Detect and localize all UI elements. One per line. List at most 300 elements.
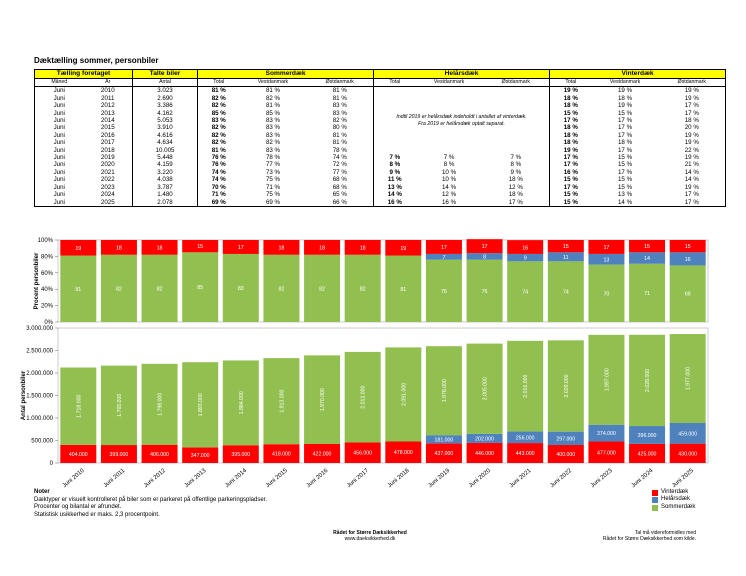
note-line: Procenter og bilantal er afrundet.: [34, 504, 122, 511]
table-cell: 82 %: [198, 132, 240, 139]
data-label: 2.028.000: [645, 368, 652, 392]
table-cell: 83 %: [265, 131, 281, 139]
table-cell: 14 %: [659, 169, 726, 176]
footer-credit-2: Rådet for Større Dæksikkerhed som kilde.: [602, 536, 696, 543]
table-cell: 83 %: [265, 146, 281, 154]
data-label: 85: [197, 285, 204, 292]
table-cell: 14 %: [592, 199, 659, 207]
table-cell: Juni: [35, 95, 84, 102]
table-cell: 17 %: [483, 199, 550, 207]
table-cell: 18 %: [550, 132, 592, 139]
legend-item-sommerdaek: [652, 504, 695, 511]
table-cell: 7 %: [443, 154, 455, 162]
table-cell: 19 %: [617, 102, 633, 110]
table-cell: 2.690: [133, 95, 198, 102]
table-cell: Juni: [35, 161, 84, 168]
data-label: 2.091.000: [401, 382, 408, 406]
data-label: 76: [481, 288, 488, 295]
table-cell: 4.038: [133, 176, 198, 183]
column-header: Total: [550, 79, 592, 87]
y-tick-label: 500.000: [31, 438, 53, 445]
table-cell: 22 %: [659, 147, 726, 154]
data-label: 430.000: [678, 451, 698, 458]
data-label: 15: [197, 244, 204, 251]
table-cell: 77 %: [265, 161, 281, 169]
table-cell: Juni: [35, 176, 84, 183]
x-tick-label: Juni 2023: [589, 467, 614, 490]
table-cell: 2010: [84, 87, 133, 95]
data-label: 425.000: [637, 451, 657, 458]
table-cell: 17 %: [659, 102, 726, 109]
table-cell: 2013: [84, 110, 133, 117]
notes: [34, 489, 267, 519]
page-title: Dæktælling sommer, personbiler: [34, 56, 159, 65]
table-cell: 2020: [84, 161, 133, 168]
footer-url[interactable]: www.daeksikkerhed.dk: [344, 536, 396, 543]
table-cell: 15 %: [550, 199, 592, 207]
data-label: 297.000: [556, 436, 576, 443]
table-cell: 20 %: [659, 124, 726, 131]
table-cell: 1.480: [133, 191, 198, 198]
table-cell: 15 %: [617, 183, 633, 191]
data-label: 82: [156, 286, 163, 293]
group-header: Sommerdæk: [198, 70, 374, 79]
x-tick-label: Juni 2025: [671, 467, 695, 490]
table-cell: Juni: [35, 199, 84, 207]
data-label: 82: [278, 286, 285, 293]
data-label: 81: [400, 286, 407, 293]
x-tick-label: Juni 2015: [264, 467, 289, 490]
table-cell: 74 %: [198, 176, 240, 183]
table-cell: 17 %: [550, 184, 592, 191]
table-cell: 18 %: [550, 102, 592, 109]
table-cell: 2025: [84, 199, 133, 207]
table-cell: 15 %: [617, 176, 633, 184]
table-cell: 15 %: [550, 176, 592, 183]
y-tick-label: 60%: [40, 270, 53, 277]
column-header: Måned: [35, 79, 84, 87]
table-cell: 83 %: [265, 117, 281, 125]
table-cell: Juni: [35, 169, 84, 176]
footer-right: [560, 530, 696, 542]
table-cell: 5.448: [133, 154, 198, 161]
group-header: Talte biler: [133, 70, 198, 79]
data-label: 18: [115, 245, 122, 252]
table-cell: 18 %: [550, 124, 592, 131]
data-label: 396.000: [637, 432, 657, 439]
table-cell: 3.023: [133, 87, 198, 95]
data-label: 1.997.000: [604, 368, 611, 392]
data-label: 374.000: [597, 431, 616, 438]
table-cell: 17 %: [617, 168, 633, 176]
table-cell: 17 %: [617, 117, 633, 125]
table-cell: 82 %: [198, 102, 240, 109]
table-cell: 21 %: [659, 161, 726, 168]
legend-swatch: [652, 490, 658, 496]
data-label: 2.029.000: [563, 374, 570, 398]
column-header: Total: [198, 79, 240, 87]
table-cell: 17 %: [550, 154, 592, 161]
table-cell: 81 %: [307, 132, 374, 139]
table-cell: 83 %: [265, 124, 281, 132]
data-label: 395.000: [231, 452, 251, 459]
table-cell: 17 %: [617, 124, 633, 132]
y-axis-label: Antal personbiler: [21, 370, 27, 421]
data-label: 69: [684, 291, 691, 298]
x-tick-label: Juni 2024: [630, 467, 655, 490]
group-header: Helårsdæk: [374, 70, 550, 79]
x-tick-label: Juni 2014: [224, 467, 249, 490]
table-cell: 74 %: [198, 169, 240, 176]
data-label: 15: [644, 244, 651, 251]
table-cell: 2024: [84, 191, 133, 198]
data-label: 18: [278, 245, 285, 252]
table-cell: 14 %: [659, 176, 726, 183]
table-cell: 15 %: [617, 109, 633, 117]
y-axis-label: Procent personbiler: [34, 252, 40, 310]
data-label: 406.000: [150, 451, 169, 458]
table-cell: Juni: [35, 124, 84, 131]
data-label: 437.000: [434, 451, 454, 458]
data-label: 74: [562, 289, 569, 296]
data-label: 15: [562, 244, 569, 251]
table-cell: Juni: [35, 102, 84, 109]
table-cell: 2016: [84, 132, 133, 139]
table-cell: 66 %: [307, 199, 374, 207]
data-label: 202.000: [475, 436, 494, 443]
table-cell: 81 %: [307, 95, 374, 102]
y-tick-label: 100%: [37, 238, 53, 244]
x-tick-label: Juni 2011: [102, 467, 127, 489]
y-tick-label: 0%: [44, 320, 53, 326]
data-label: 7: [442, 254, 446, 261]
data-label: 2.013.000: [360, 385, 367, 409]
table-cell: 19 %: [659, 95, 726, 102]
helaarsdaek-note-line: Indtil 2019 er helårsdæk indeholdt i antallet af vinterdæk.: [396, 113, 527, 120]
table-cell: 2011: [84, 95, 133, 102]
data-label: 18: [359, 245, 366, 252]
chart-legend: [652, 489, 695, 511]
table-cell: 71 %: [198, 191, 240, 198]
table-cell: 7 %: [374, 154, 416, 161]
table-cell: 78 %: [265, 154, 281, 162]
column-header: Vestdanmark: [240, 79, 307, 87]
data-label: 1.977.000: [685, 366, 692, 391]
table-cell: 68 %: [307, 184, 374, 191]
column-header: Total: [374, 79, 416, 87]
table-cell: 13 %: [617, 191, 633, 199]
column-header: Østdanmark: [483, 79, 550, 87]
table-cell: 12 %: [441, 191, 457, 199]
data-label: 1.798.000: [157, 392, 164, 416]
table-cell: Juni: [35, 154, 84, 161]
table-cell: 2.078: [133, 199, 198, 207]
table-cell: 18 %: [617, 139, 633, 147]
x-tick-label: Juni 2010: [61, 467, 86, 490]
group-header: Vinterdæk: [550, 70, 726, 79]
data-label: 19: [400, 245, 407, 252]
data-label: 1.718.000: [76, 394, 83, 418]
data-label: 70: [603, 291, 610, 298]
table-cell: 7 %: [483, 154, 550, 161]
x-tick-label: Juni 2022: [549, 467, 574, 490]
table-cell: 19 %: [617, 87, 633, 95]
table-cell: Juni: [35, 147, 84, 154]
table-cell: 3.220: [133, 169, 198, 176]
table-cell: 9 %: [483, 169, 550, 176]
table-cell: 81 %: [265, 102, 281, 110]
table-cell: 70 %: [198, 184, 240, 191]
legend-swatch: [652, 505, 658, 511]
table-cell: 83 %: [198, 117, 240, 124]
data-label: 82: [359, 286, 366, 293]
data-label: 399.000: [109, 452, 129, 459]
legend-label: Helårsdæk: [661, 496, 691, 503]
y-tick-label: 1.000.000: [26, 416, 53, 422]
table-cell: 83 %: [307, 102, 374, 109]
y-tick-label: 40%: [40, 287, 53, 294]
table-cell: 13 %: [374, 184, 416, 191]
table-cell: 81 %: [307, 87, 374, 95]
table-cell: 73 %: [265, 168, 281, 176]
data-label: 256.000: [515, 435, 535, 442]
table-cell: 18 %: [617, 94, 633, 102]
data-label: 477.000: [597, 450, 616, 457]
table-cell: 82 %: [307, 117, 374, 124]
table-cell: 15 %: [550, 191, 592, 198]
y-tick-label: 80%: [40, 254, 53, 261]
table-cell: 81 %: [307, 139, 374, 146]
data-label: 14: [644, 256, 651, 263]
data-label: 8: [483, 254, 487, 261]
table-cell: 17 %: [659, 191, 726, 198]
notes-heading: Noter: [34, 489, 50, 495]
data-label: 478.000: [393, 450, 413, 457]
data-label: 74: [522, 289, 529, 296]
table-cell: 16 %: [416, 199, 483, 207]
table-cell: 19 %: [550, 147, 592, 154]
table-cell: 19 %: [659, 87, 726, 95]
table-cell: 74 %: [307, 154, 374, 161]
table-cell: 2022: [84, 176, 133, 183]
table-cell: 75 %: [265, 191, 281, 199]
table-cell: 8 %: [374, 161, 416, 168]
data-label: 422.000: [312, 451, 332, 458]
group-header: Tælling foretaget: [35, 70, 133, 79]
table-cell: 10 %: [441, 176, 457, 184]
table-cell: 16 %: [550, 169, 592, 176]
data-label: 2.016.000: [523, 374, 530, 398]
table-cell: 9 %: [374, 169, 416, 176]
x-tick-label: Juni 2021: [508, 467, 533, 490]
table-cell: Juni: [35, 184, 84, 191]
y-tick-label: 3.000.000: [26, 326, 53, 332]
x-tick-label: Juni 2020: [468, 467, 492, 490]
data-label: 83: [237, 285, 244, 292]
table-cell: 17 %: [617, 146, 633, 154]
table-cell: 72 %: [307, 161, 374, 168]
data-label: 13: [603, 257, 610, 264]
data-label: 81: [75, 286, 82, 293]
data-label: 17: [237, 244, 244, 251]
table-cell: 14 %: [374, 191, 416, 198]
data-label: 1.893.000: [198, 393, 205, 417]
y-tick-label: 0: [49, 461, 53, 467]
table-cell: Juni: [35, 139, 84, 146]
data-label: 15: [684, 244, 691, 251]
table-cell: 10.005: [133, 147, 198, 154]
table-cell: 78 %: [307, 147, 374, 154]
data-label: 2.005.000: [482, 377, 489, 401]
data-label: 456.000: [353, 450, 373, 457]
data-label: 82: [115, 286, 122, 293]
table-cell: 18 %: [483, 191, 550, 198]
data-label: 76: [440, 288, 447, 295]
table-cell: 2017: [84, 139, 133, 146]
table-cell: 4.159: [133, 161, 198, 168]
table-cell: 8 %: [483, 161, 550, 168]
data-label: 418.000: [272, 451, 291, 458]
table-cell: 2014: [84, 117, 133, 124]
column-header: År: [84, 79, 133, 87]
table-cell: 2015: [84, 124, 133, 131]
table-cell: 19 %: [659, 154, 726, 161]
table-cell: 3.787: [133, 184, 198, 191]
table-cell: 5.053: [133, 117, 198, 124]
table-cell: 10 %: [441, 168, 457, 176]
data-label: 347.000: [190, 453, 210, 460]
footer-center: [300, 530, 440, 542]
column-header: Vestdanmark: [592, 79, 659, 87]
data-label: 82: [319, 286, 326, 293]
table-cell: 18 %: [483, 176, 550, 183]
table-cell: 2019: [84, 154, 133, 161]
table-cell: 2012: [84, 102, 133, 109]
data-label: 18: [319, 245, 326, 252]
table-cell: 4.162: [133, 110, 198, 117]
table-cell: 15 %: [550, 110, 592, 117]
table-cell: 18 %: [550, 95, 592, 102]
table-cell: 81 %: [198, 87, 240, 95]
x-tick-label: Juni 2017: [346, 467, 370, 490]
table-cell: 19 %: [659, 139, 726, 146]
table-cell: 76 %: [198, 161, 240, 168]
data-label: 16: [684, 256, 691, 263]
table-cell: 15 %: [617, 161, 633, 169]
helaarsdaek-note-line: Fra 2019 er helårsdæk optalt separat.: [418, 120, 505, 127]
x-tick-label: Juni 2019: [427, 467, 452, 490]
table-cell: 15 %: [617, 154, 633, 162]
table-cell: Juni: [35, 117, 84, 124]
data-label: 1.884.000: [238, 391, 245, 415]
column-header: Vestdanmark: [416, 79, 483, 87]
data-label: 18: [156, 245, 163, 252]
table-cell: 82 %: [265, 139, 281, 147]
table-cell: Juni: [35, 87, 84, 95]
x-tick-label: Juni 2016: [305, 467, 330, 490]
table-cell: 71 %: [265, 183, 281, 191]
y-tick-label: 2.000.000: [26, 371, 53, 377]
data-label: 1.765.000: [116, 393, 123, 417]
table-cell: 19 %: [550, 87, 592, 95]
table-cell: 19 %: [659, 132, 726, 139]
data-label: 459.000: [678, 431, 698, 438]
table-cell: 18 %: [550, 139, 592, 146]
table-cell: 76 %: [198, 154, 240, 161]
data-label: 17: [440, 244, 447, 251]
data-label: 17: [481, 244, 488, 251]
table-cell: 3.386: [133, 102, 198, 109]
table-cell: 11 %: [374, 176, 416, 183]
table-cell: 17 %: [659, 110, 726, 117]
table-cell: 18 %: [659, 117, 726, 124]
legend-label: Sommerdæk: [661, 503, 696, 510]
data-label: 17: [603, 244, 610, 251]
table-cell: 19 %: [659, 184, 726, 191]
table-cell: 17 %: [659, 199, 726, 207]
column-header: Antal: [133, 79, 198, 87]
table-cell: 2023: [84, 184, 133, 191]
legend-swatch: [652, 497, 658, 503]
x-tick-label: Juni 2012: [143, 467, 167, 490]
data-label: 400.000: [556, 452, 576, 458]
table-cell: 2018: [84, 147, 133, 154]
table-cell: 85 %: [265, 109, 281, 117]
data-label: 16: [522, 245, 529, 252]
x-tick-label: Juni 2018: [386, 467, 411, 490]
y-tick-label: 20%: [40, 303, 53, 310]
table-cell: 82 %: [265, 94, 281, 102]
table-cell: 69 %: [198, 199, 240, 207]
y-tick-label: 1.500.000: [26, 393, 53, 400]
table-cell: 17 %: [550, 117, 592, 124]
table-cell: 85 %: [198, 110, 240, 117]
table-cell: 82 %: [198, 95, 240, 102]
table-cell: 16 %: [374, 199, 416, 207]
table-cell: 82 %: [198, 139, 240, 146]
data-label: 19: [75, 245, 82, 252]
footer-org: Rådet for Større Dæksikkerhed: [333, 530, 407, 536]
table-cell: 81 %: [265, 87, 281, 95]
data-label: 1.970.000: [320, 388, 327, 412]
table-cell: 80 %: [307, 124, 374, 131]
table-cell: 8 %: [443, 161, 455, 169]
column-header: Østdanmark: [307, 79, 374, 87]
table-cell: 82 %: [198, 124, 240, 131]
y-tick-label: 2.500.000: [26, 348, 53, 355]
table-cell: 65 %: [307, 191, 374, 198]
data-label: 181.000: [434, 437, 454, 444]
data-label: 1.913.000: [279, 389, 286, 413]
x-tick-label: Juni 2013: [183, 467, 208, 490]
table-cell: 2021: [84, 169, 133, 176]
data-label: 1.978.000: [441, 379, 448, 403]
table-cell: 17 %: [550, 161, 592, 168]
note-line: Statistisk usikkerhed er maks. 2,3 procentpoint.: [34, 511, 160, 518]
table-cell: 69 %: [240, 199, 307, 207]
table-cell: 3.910: [133, 124, 198, 131]
data-label: 404.000: [68, 451, 88, 458]
table-cell: Juni: [35, 191, 84, 198]
table-cell: Juni: [35, 110, 84, 117]
data-label: 9: [523, 255, 527, 262]
data-label: 443.000: [515, 451, 535, 458]
table-cell: 68 %: [307, 176, 374, 183]
table-cell: 17 %: [617, 131, 633, 139]
table-cell: 12 %: [483, 184, 550, 191]
table-cell: 14 %: [441, 183, 457, 191]
table-cell: 4.616: [133, 132, 198, 139]
